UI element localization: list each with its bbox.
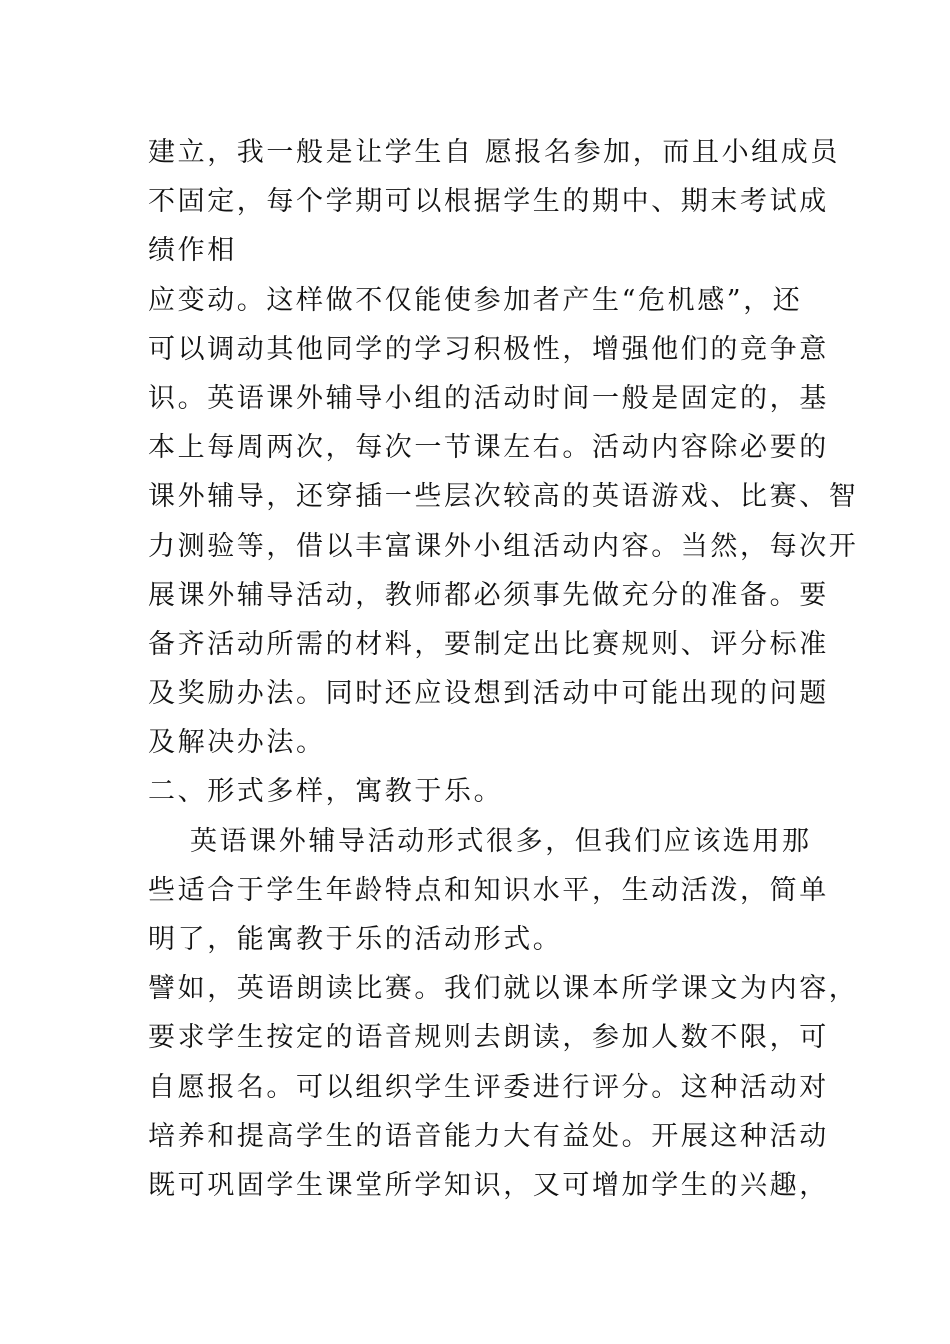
text-line: 英语课外辅导活动形式很多，但我们应该选用那 [190, 825, 812, 857]
text-line: 课外辅导，还穿插一些层次较高的英语游戏、比赛、智 [148, 481, 859, 513]
section-heading: 二、形式多样，寓教于乐。 [148, 776, 504, 808]
text-line: 培养和提高学生的语音能力大有益处。开展这种活动 [148, 1120, 829, 1152]
text-line: 譬如，英语朗读比赛。我们就以课本所学课文为内容， [148, 973, 859, 1005]
text-line: 绩作相 [148, 235, 237, 267]
text-line: 明了，能寓教于乐的活动形式。 [148, 924, 563, 955]
text-line: 建立，我一般是让学生自 愿报名参加，而且小组成员 [148, 137, 840, 168]
text-line: 展课外辅导活动，教师都必须事先做充分的准备。要 [148, 579, 829, 611]
text-line: 识。英语课外辅导小组的活动时间一般是固定的，基 [148, 382, 829, 414]
text-line: 及奖励办法。同时还应设想到活动中可能出现的问题 [148, 678, 829, 710]
body-text [148, 128, 859, 1210]
text-line: 力测验等，借以丰富课外小组活动内容。当然，每次开 [148, 530, 859, 562]
text-line: 既可巩固学生课堂所学知识，又可增加学生的兴趣， [148, 1169, 829, 1201]
text-line: 可以调动其他同学的学习积极性，增强他们的竞争意 [148, 333, 829, 365]
text-line: 自愿报名。可以组织学生评委进行评分。这种活动对 [148, 1071, 829, 1103]
text-line: 备齐活动所需的材料，要制定出比赛规则、评分标准 [148, 628, 829, 660]
text-line: 应变动。这样做不仅能使参加者产生“危机感”，还 [148, 284, 803, 316]
text-line: 本上每周两次，每次一节课左右。活动内容除必要的 [148, 432, 829, 464]
text-line: 些适合于学生年龄特点和知识水平，生动活泼，简单 [148, 874, 829, 906]
text-line: 要求学生按定的语音规则去朗读，参加人数不限，可 [148, 1022, 829, 1054]
text-line: 及解决办法。 [148, 727, 326, 759]
text-line: 不固定，每个学期可以根据学生的期中、期末考试成 [148, 186, 829, 218]
